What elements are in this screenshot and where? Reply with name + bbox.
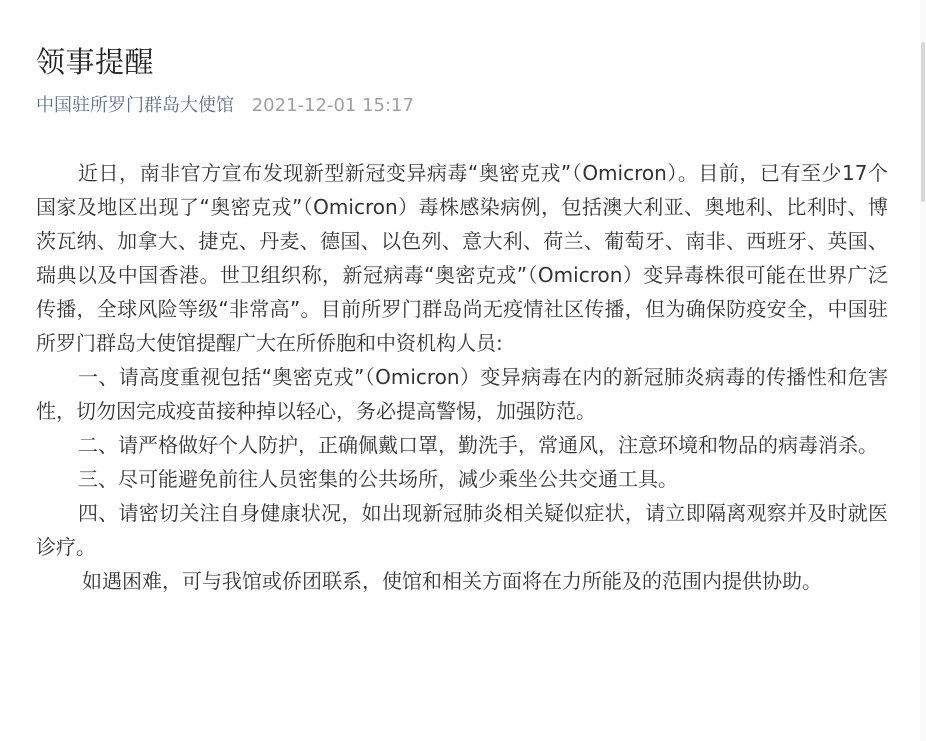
article-title: 领事提醒 bbox=[36, 45, 155, 79]
paragraph-item-3: 三、尽可能避免前往人员密集的公共场所，减少乘坐公共交通工具。 bbox=[78, 467, 678, 491]
article bbox=[36, 40, 888, 598]
account-name-link[interactable]: 中国驻所罗门群岛大使馆 bbox=[36, 95, 234, 116]
scrollbar-thumb[interactable] bbox=[921, 42, 925, 202]
scrollbar-track[interactable] bbox=[920, 0, 926, 741]
paragraph-item-4: 四、请密切关注自身健康状况，如出现新冠肺炎相关疑似症状，请立即隔离观察并及时就医诊疗。 bbox=[36, 501, 888, 559]
paragraph-intro: 近日，南非官方宣布发现新型新冠变异病毒“奥密克戎”（Omicron）。目前，已有至少17个国家及地区出现了“奥密克戎”（Omicron）毒株感染病例，包括澳大利亚、奥地利、比利时、博茨瓦纳、加拿大、捷克、丹麦、德国、以色列、意大利、荷兰、葡萄牙、南非、西班牙、英国、瑞典以及中国香港。世卫组织称，新冠病毒“奥密克戎”（Omicron）变异毒株很可能在世界广泛传播，全球风险等级“非常高”。目前所罗门群岛尚无疫情社区传播，但为确保防疫安全，中国驻所罗门群岛大使馆提醒广大在所侨胞和中资机构人员: bbox=[36, 161, 888, 355]
paragraph-closing: 如遇困难，可与我馆或侨团联系，使馆和相关方面将在力所能及的范围内提供协助。 bbox=[82, 569, 822, 593]
article-content bbox=[36, 156, 888, 598]
publish-date: 2021-12-01 15:17 bbox=[251, 95, 414, 116]
paragraph-item-2: 二、请严格做好个人防护，正确佩戴口罩，勤洗手，常通风，注意环境和物品的病毒消杀。 bbox=[78, 433, 878, 457]
paragraph-item-1: 一、请高度重视包括“奥密克戎”（Omicron）变异病毒在内的新冠肺炎病毒的传播性和危害性，切勿因完成疫苗接种掉以轻心，务必提高警惕，加强防范。 bbox=[36, 365, 888, 423]
article-meta bbox=[36, 92, 888, 120]
